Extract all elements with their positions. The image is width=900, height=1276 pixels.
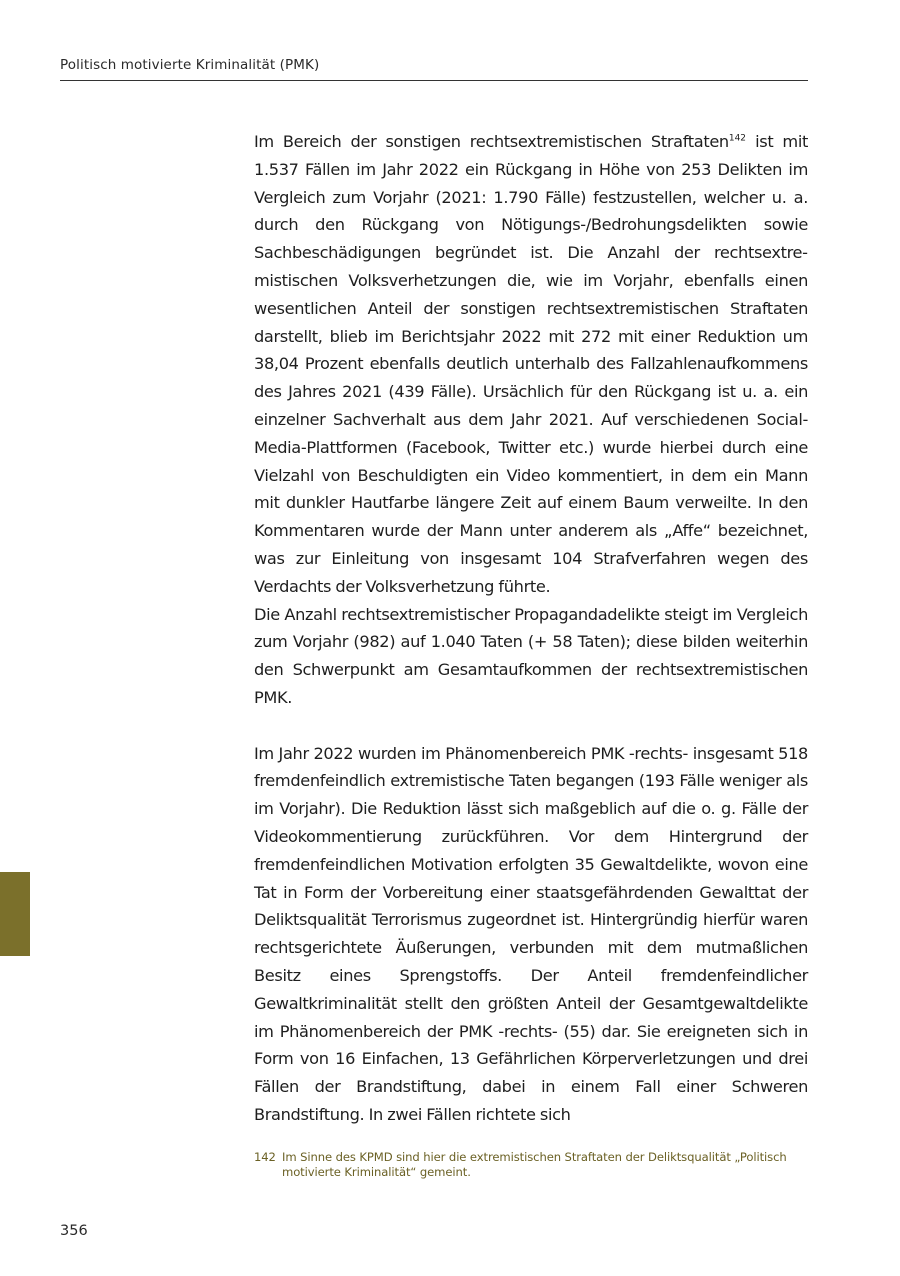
paragraph-1-start: Im Bereich der sonstigen rechtsextremistischen Straftaten — [254, 132, 729, 151]
footnote — [254, 1150, 808, 1180]
paragraph-2: Die Anzahl rechtsextremistischer Propagandadelikte steigt im Vergleich zum Vorjahr (982) auf 1.040 Taten (+ 58 Taten); diese bilden weiterhin den Schwerpunkt am Gesamtaufkommen der rechtsextremistischen PMK. — [254, 604, 808, 707]
page-number: 356 — [60, 1223, 88, 1239]
paragraph-3: Im Jahr 2022 wurden im Phänomenbereich PMK -rechts- insgesamt 518 fremdenfeindlich extremistische Taten begangen (193 Fälle weniger als im Vorjahr). Die Reduktion lässt sich maßgeblich auf die o. g. Fälle der Videokommentierung zurückführen. Vor dem Hintergrund der fremdenfeindlichen Motivation erfolgten 35 Gewaltdelikte, wovon eine Tat in Form der Vorbereitung einer staatsgefährdenden Gewalttat der Deliktsqualität Terrorismus zugeordnet ist. Hintergründig hierfür waren rechtsgerichtete Äußerungen, verbunden mit dem mutmaßlichen Besitz eines Sprengstoffs. Der Anteil fremdenfeindlicher Gewaltkriminalität stellt den größten Anteil der Gesamtgewaltdelikte im Phänomenbereich der PMK -rechts- (55) dar. Sie ereigneten sich in Form von 16 Einfachen, 13 Gefährlichen Körperverletzungen und drei Fällen der Brandstiftung, dabei in einem Fall einer Schweren Brandstiftung. In zwei Fällen richtete sich — [254, 743, 808, 1124]
running-header: Politisch motivierte Kriminalität (PMK) — [60, 57, 320, 73]
paragraph-1 — [254, 128, 808, 601]
paragraph-1-rest: ist mit 1.537 Fällen im Jahr 2022 ein Rückgang in Höhe von 253 Delikten im Vergleich zum Vorjahr (2021: 1.790 Fälle) festzustellen, welcher u. a. durch den Rückgang von Nötigungs-/Bedrohungsdelikten sowie Sachbeschädigungen begründet ist. Die Anzahl der rechtsextremistischen Volksverhetzungen die, wie im Vorjahr, ebenfalls einen wesentlichen Anteil der sonstigen rechtsextremistischen Straftaten darstellt, blieb im Berichtsjahr 2022 mit 272 mit einer Reduktion um 38,04 Prozent ebenfalls deutlich unterhalb des Fallzahlenaufkommens des Jahres 2021 (439 Fälle). Ursächlich für den Rückgang ist u. a. ein einzelner Sachverhalt aus dem Jahr 2021. Auf verschiedenen Social-Media-Plattformen (Facebook, Twitter etc.) wurde hierbei durch eine Vielzahl von Beschuldigten ein Video kommentiert, in dem ein Mann mit dunkler Hautfarbe längere Zeit auf einem Baum verweilte. In den Kommentaren wurde der Mann unter anderem als „Affe“ bezeichnet, was zur Einleitung von insgesamt 104 Strafverfahren wegen des Verdachts der Volksverhetzung führte. — [254, 132, 808, 596]
header-rule — [60, 80, 808, 81]
footnote-reference[interactable]: 142 — [728, 133, 747, 144]
footnote-number: 142 — [254, 1150, 276, 1164]
footnote-text: Im Sinne des KPMD sind hier die extremistischen Straftaten der Deliktsqualität „Politisch motivierte Kriminalität“ gemeint. — [282, 1150, 787, 1179]
body-text — [254, 128, 808, 1129]
chapter-marker-tab — [0, 872, 30, 956]
